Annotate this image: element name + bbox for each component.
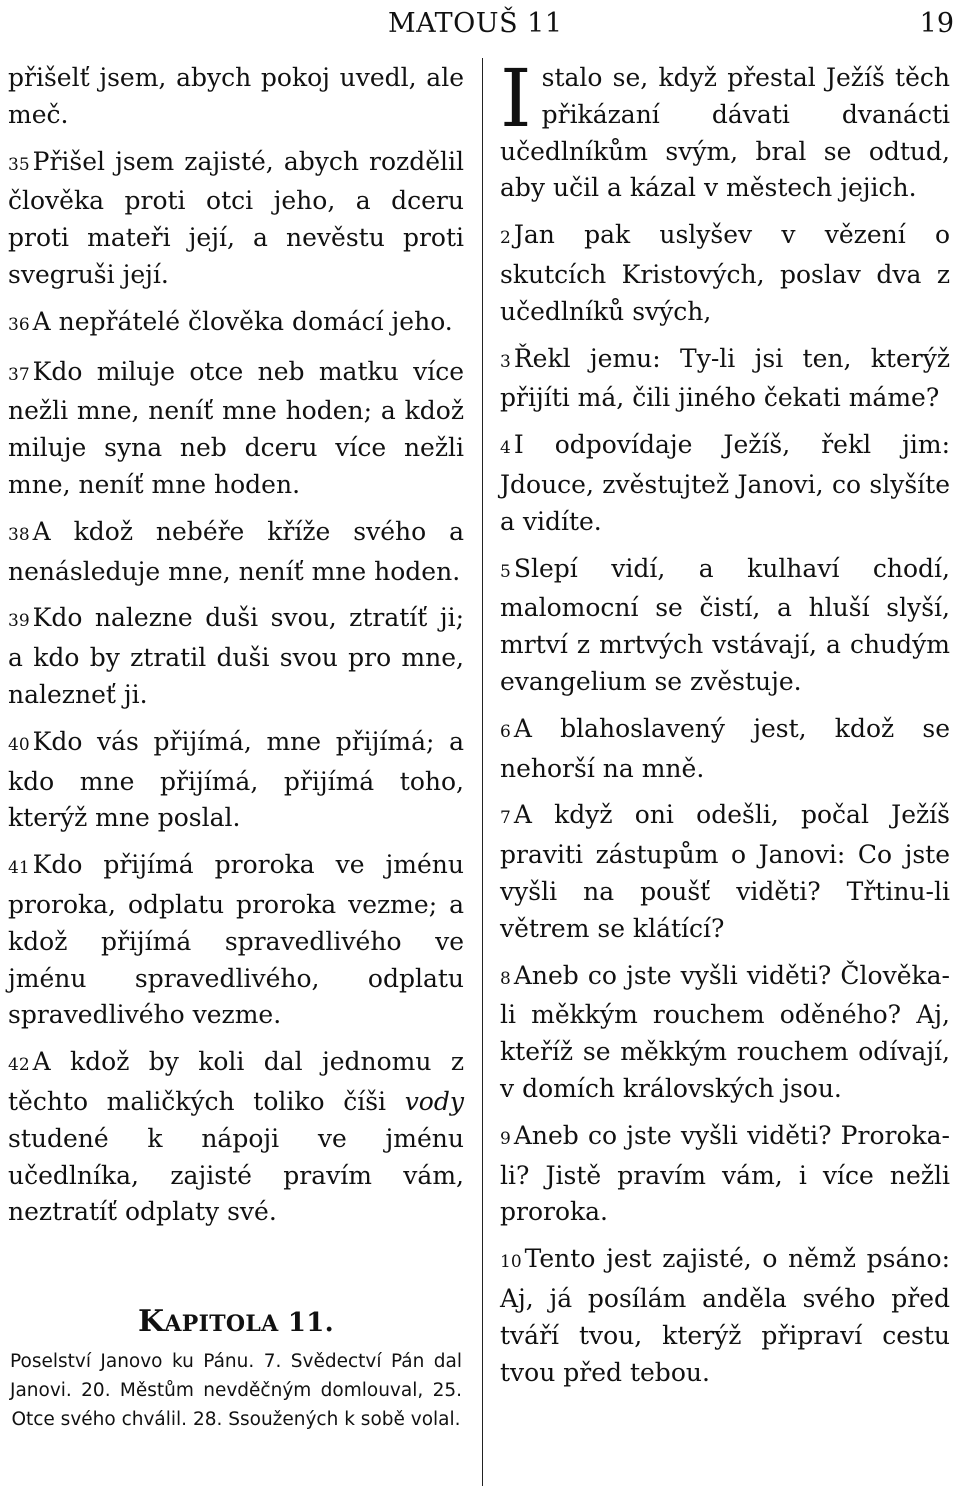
chapter-summary: Poselství Janovo ku Pánu. 7. Svědectví Pán dal Janovi. 20. Městům nevděčným domlouval, 25. Otce svého chválil. 28. Ssoužených k sobě volal. [10,1351,462,1431]
verse-2 [500,217,950,330]
verse-text: Řekl jemu: Ty-li jsi ten, kterýž přijíti má, čili jiného čekati máme? [500,343,950,413]
verse-35 [8,144,464,294]
verse-text: Jan pak uslyšev v vězení o skutcích Kristových, poslav dva z učedlníků svých, [500,220,950,326]
verse-text: Aneb co jste vyšli viděti? Člověka-li měkkým rouchem oděného? Aj, kteříž se měkkým rouchem odívají, v domích královských jsou. [500,960,950,1103]
verse-36 [8,304,464,344]
verse-text: I odpovídaje Ježíš, řekl jim: Jdouce, zvěstujtež Janovi, co slyšíte a vidíte. [500,430,950,536]
chapter-heading-initial: K [138,1304,165,1340]
running-head-title: MATOUŠ 11 [388,8,563,39]
verse-text: Kdo nalezne duši svou, ztratíť ji; a kdo by ztratil duši svou pro mne, nalezneť ji. [8,603,464,709]
verse-number: 36 [8,314,30,335]
verse-text: Tento jest zajisté, o němž psáno: Aj, já posílám anděla svého před tváří tvou, kterýž připraví cestu tvou před tebou. [500,1244,950,1387]
verse-number: 9 [500,1128,511,1149]
page-number: 19 [919,8,954,39]
chapter-heading-word: APITOLA [164,1311,279,1338]
verse-number: 3 [500,351,511,372]
verse-text: Kdo přijímá proroka ve jménu proroka, odplatu proroka vezme; a kdož přijímá spravedlivého ve jménu spravedlivého, odplatu spravedlivého vezme. [8,850,464,1030]
verse-39 [8,600,464,713]
verse-38 [8,514,464,591]
drop-cap: I [500,52,532,145]
verse-number: 6 [500,721,511,742]
verse-text: Slepí vidí, a kulhaví chodí, malomocní se čistí, a hluší slyší, mrtví z mrtvých vstávají, a chudým evangelium se zvěstuje. [500,553,950,696]
verse-number: 37 [8,364,30,385]
verse-text: A když oni odešli, počal Ježíš praviti zástupům o Janovi: Co jste vyšli na poušť viděti? Třtinu-li větrem se klátící? [500,800,950,943]
verse-number: 39 [8,611,30,632]
verse-number: 5 [500,561,511,582]
page-header [0,4,960,44]
verse-text: A kdož nebéře kříže svého a nenásleduje mne, neníť mne hoden. [8,516,464,586]
verse-text: stalo se, když přestal Ježíš těch přikázaní dávati dvanácti učedlníkům svým, bral se odtud, aby učil a kázal v městech jejich. [500,63,950,203]
verse-number: 2 [500,228,511,249]
verse-number: 10 [500,1252,522,1273]
verse-text: Kdo miluje otce neb matku více nežli mne, neníť mne hoden; a kdož miluje syna neb dceru více nežli mne, neníť mne hoden. [8,356,464,499]
verse-3 [500,341,950,418]
chapter-heading-number: 11. [287,1308,334,1339]
verse-7 [500,797,950,947]
column-divider [482,58,483,1486]
verse-9 [500,1118,950,1231]
verse-text: A kdož by koli dal jednomu z těchto maličkých toliko číši [8,1047,464,1116]
verse-number: 40 [8,734,30,755]
verse-41 [8,847,464,1034]
verse-text: Přišel jsem zajisté, abych rozdělil člověka proti otci jeho, a dceru proti mateři její, a nevěstu proti svegruši její. [8,146,464,289]
verse-text: A nepřátelé člověka domácí jeho. [32,306,453,336]
verse-text: Aneb co jste vyšli viděti? Proroka-li? Jistě pravím vám, i více nežli proroka. [500,1120,950,1227]
verse-number: 41 [8,858,30,879]
verse-continuation: přišelť jsem, abych pokoj uvedl, ale meč. [8,63,464,129]
right-column [500,52,950,1401]
verse-37 [8,354,464,504]
verse-text: A blahoslavený jest, kdož se nehorší na mně. [500,713,950,783]
verse-number: 35 [8,154,30,175]
verse-10 [500,1241,950,1391]
left-column [8,60,464,1434]
verse-text: Kdo vás přijímá, mne přijímá; a kdo mne přijímá, přijímá toho, kterýž mne poslal. [8,726,464,833]
verse-4 [500,427,950,540]
verse-40 [8,724,464,837]
verse-italic-word: vody [404,1086,464,1116]
verse-number: 42 [8,1055,30,1076]
verse-number: 38 [8,524,30,545]
verse-6 [500,711,950,788]
verse-number: 8 [500,968,511,989]
verse-5 [500,551,950,701]
verse-8 [500,958,950,1108]
verse-number: 7 [500,808,511,829]
verse-42 [8,1044,464,1231]
verse-1 [500,52,950,207]
chapter-heading [8,1305,464,1341]
verse-number: 4 [500,438,511,459]
verse-text-end: studené k nápoji ve jménu učedlníka, zajisté pravím vám, neztratíť odplaty své. [8,1123,464,1227]
